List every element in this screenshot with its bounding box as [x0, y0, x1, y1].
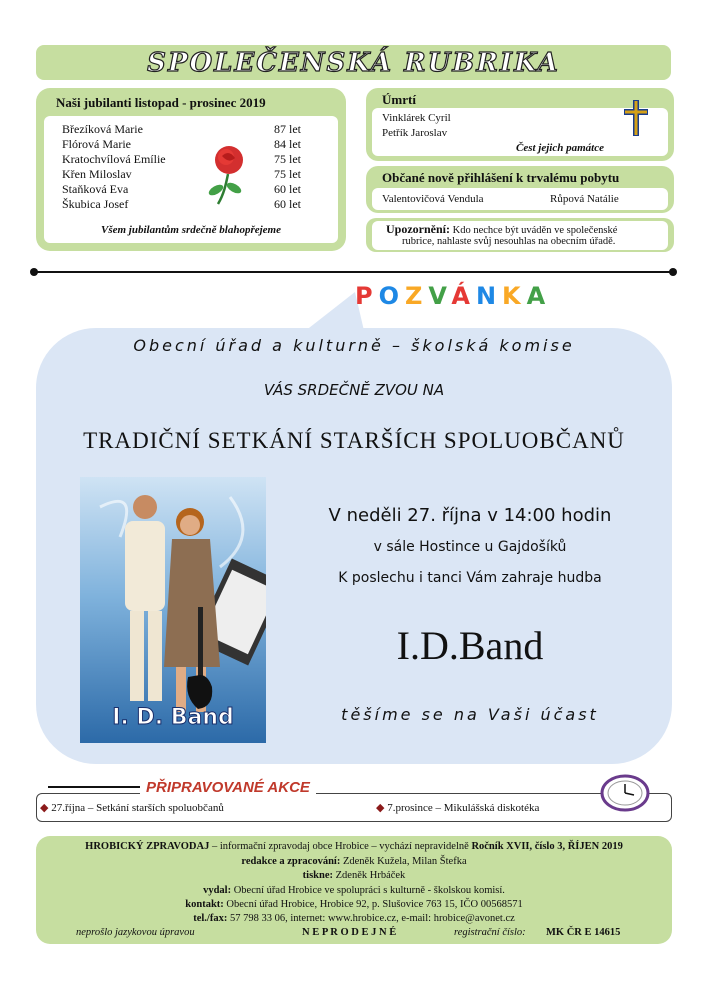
deceased-name: Petřík Jaroslav — [382, 127, 448, 139]
publication-name: HROBICKÝ ZPRAVODAJ — [85, 841, 210, 852]
heading-letter: N — [475, 282, 503, 310]
divider-dot — [669, 268, 677, 276]
footer-text: Obecní úřad Hrobice, Hrobice 92, p. Slušovice 763 15, IČO 00568571 — [223, 899, 523, 910]
jubilee-age: 87 let — [274, 122, 301, 136]
footer-label: redakce a zpracování: — [241, 856, 341, 867]
event-item — [376, 801, 539, 814]
band-photo-caption: I. D. Band — [112, 705, 234, 730]
memorial-text: Čest jejich památce — [516, 142, 604, 154]
deaths-title: Úmrtí — [382, 92, 416, 107]
footer-text: Zdeněk Kužela, Milan Štefka — [340, 856, 467, 867]
not-for-sale: N E P R O D E J N É — [302, 927, 397, 938]
footer-label: kontakt: — [185, 899, 224, 910]
notice-box — [366, 218, 674, 252]
footer-bottom-row — [36, 927, 672, 941]
footer-label: vydal: — [203, 885, 232, 896]
heading-letter: P — [355, 282, 379, 310]
deceased-name: Vinklárek Cyril — [382, 112, 451, 124]
rose-icon — [204, 144, 254, 206]
deaths-box — [366, 88, 674, 161]
new-residents-list — [372, 188, 668, 210]
organizer-line: Obecní úřad a kulturně – školská komise — [133, 336, 575, 355]
jubilee-age: 84 let — [274, 137, 301, 151]
footer-label: tel./fax: — [193, 913, 228, 924]
music-line: K poslechu i tanci Vám zahraje hudba — [338, 570, 602, 586]
jubilee-age: 60 let — [274, 197, 301, 211]
cross-icon — [624, 100, 648, 136]
registration-label: registrační číslo: — [454, 927, 526, 938]
invitation-heading — [355, 282, 551, 310]
invite-line: VÁS SRDEČNĚ ZVOU NA — [263, 381, 445, 399]
jubilee-title: Naši jubilanti listopad - prosinec 2019 — [56, 95, 266, 110]
divider — [33, 271, 673, 273]
resident-name: Valentovičová Vendula — [382, 193, 484, 205]
footer-line — [36, 899, 672, 910]
footer-text: – informační zpravodaj obce Hrobice – vychází nepravidelně — [209, 841, 472, 852]
publication-footer — [36, 836, 672, 944]
footer-line — [36, 913, 672, 924]
event-item — [40, 801, 224, 814]
heading-letter: K — [502, 282, 527, 310]
events-rule — [48, 786, 148, 788]
issue-info: Ročník XVII, číslo 3, ŘÍJEN 2019 — [471, 841, 623, 852]
clock-calendar-icon — [600, 773, 650, 813]
new-residents-box — [366, 166, 674, 213]
notice-content — [372, 221, 668, 250]
diamond-bullet-icon: ◆ — [40, 802, 49, 814]
jubilee-age: 75 let — [274, 152, 301, 166]
jubilee-name: Škubica Josef — [62, 197, 129, 211]
divider-dot — [30, 268, 38, 276]
jubilee-age: 75 let — [274, 167, 301, 181]
diamond-bullet-icon: ◆ — [376, 802, 385, 814]
jubilee-age: 60 let — [274, 182, 301, 196]
registration-number: MK ČR E 14615 — [546, 927, 621, 938]
date-line: V neděli 27. října v 14:00 hodin — [328, 505, 612, 526]
language-note: neprošlo jazykovou úpravou — [76, 927, 195, 938]
heading-letter: Z — [405, 282, 429, 310]
jubilee-congrats: Všem jubilantům srdečně blahopřejeme — [101, 224, 281, 236]
heading-letter: V — [428, 282, 452, 310]
notice-text: rubrice, nahlaste svůj nesouhlas na obecním úřadě. — [402, 236, 616, 247]
jubilee-box — [36, 88, 346, 251]
footer-text: Obecní úřad Hrobice ve spolupráci s kulturně - školskou komisí. — [231, 885, 505, 896]
band-name: I.D.Band — [396, 623, 544, 668]
footer-text: 57 798 33 06, internet: www.hrobice.cz, e-mail: hrobice@avonet.cz — [227, 913, 515, 924]
upcoming-events-title: PŘIPRAVOVANÉ AKCE — [140, 779, 316, 796]
footer-label: tiskne: — [302, 870, 334, 881]
heading-letter: A — [526, 282, 552, 310]
jubilee-name: Kratochvílová Emílie — [62, 152, 166, 166]
heading-letter: Á — [451, 282, 476, 310]
jubilee-name: Křen Miloslav — [62, 167, 132, 181]
jubilee-name: Březíková Marie — [62, 122, 143, 136]
notice-text: Kdo nechce být uváděn ve společenské — [452, 225, 618, 236]
deaths-list — [372, 108, 668, 156]
footer-text: Zdeněk Hrbáček — [333, 870, 406, 881]
place-line: v sále Hostince u Gajdošíků — [373, 539, 567, 555]
closing-line: těšíme se na Vaši účast — [341, 705, 599, 724]
footer-line — [36, 885, 672, 896]
band-photo-illustration — [80, 477, 266, 743]
section-header — [36, 45, 671, 80]
footer-line — [36, 856, 672, 867]
new-residents-title: Občané nově přihlášení k trvalému pobytu — [382, 170, 620, 185]
heading-letter: O — [378, 282, 405, 310]
band-photo — [80, 477, 266, 743]
footer-line — [36, 870, 672, 881]
event-label: 7.prosince – Mikulášská diskotéka — [387, 802, 540, 814]
resident-name: Růpová Natálie — [550, 193, 619, 205]
jubilee-name: Flórová Marie — [62, 137, 131, 151]
event-label: 27.října – Setkání starších spoluobčanů — [51, 802, 224, 814]
notice-label: Upozornění: — [386, 222, 450, 236]
section-title: SPOLEČENSKÁ RUBRIKA — [147, 47, 560, 78]
footer-line — [36, 841, 672, 852]
jubilee-name: Staňková Eva — [62, 182, 129, 196]
event-title: TRADIČNÍ SETKÁNÍ STARŠÍCH SPOLUOBČANŮ — [83, 428, 625, 453]
